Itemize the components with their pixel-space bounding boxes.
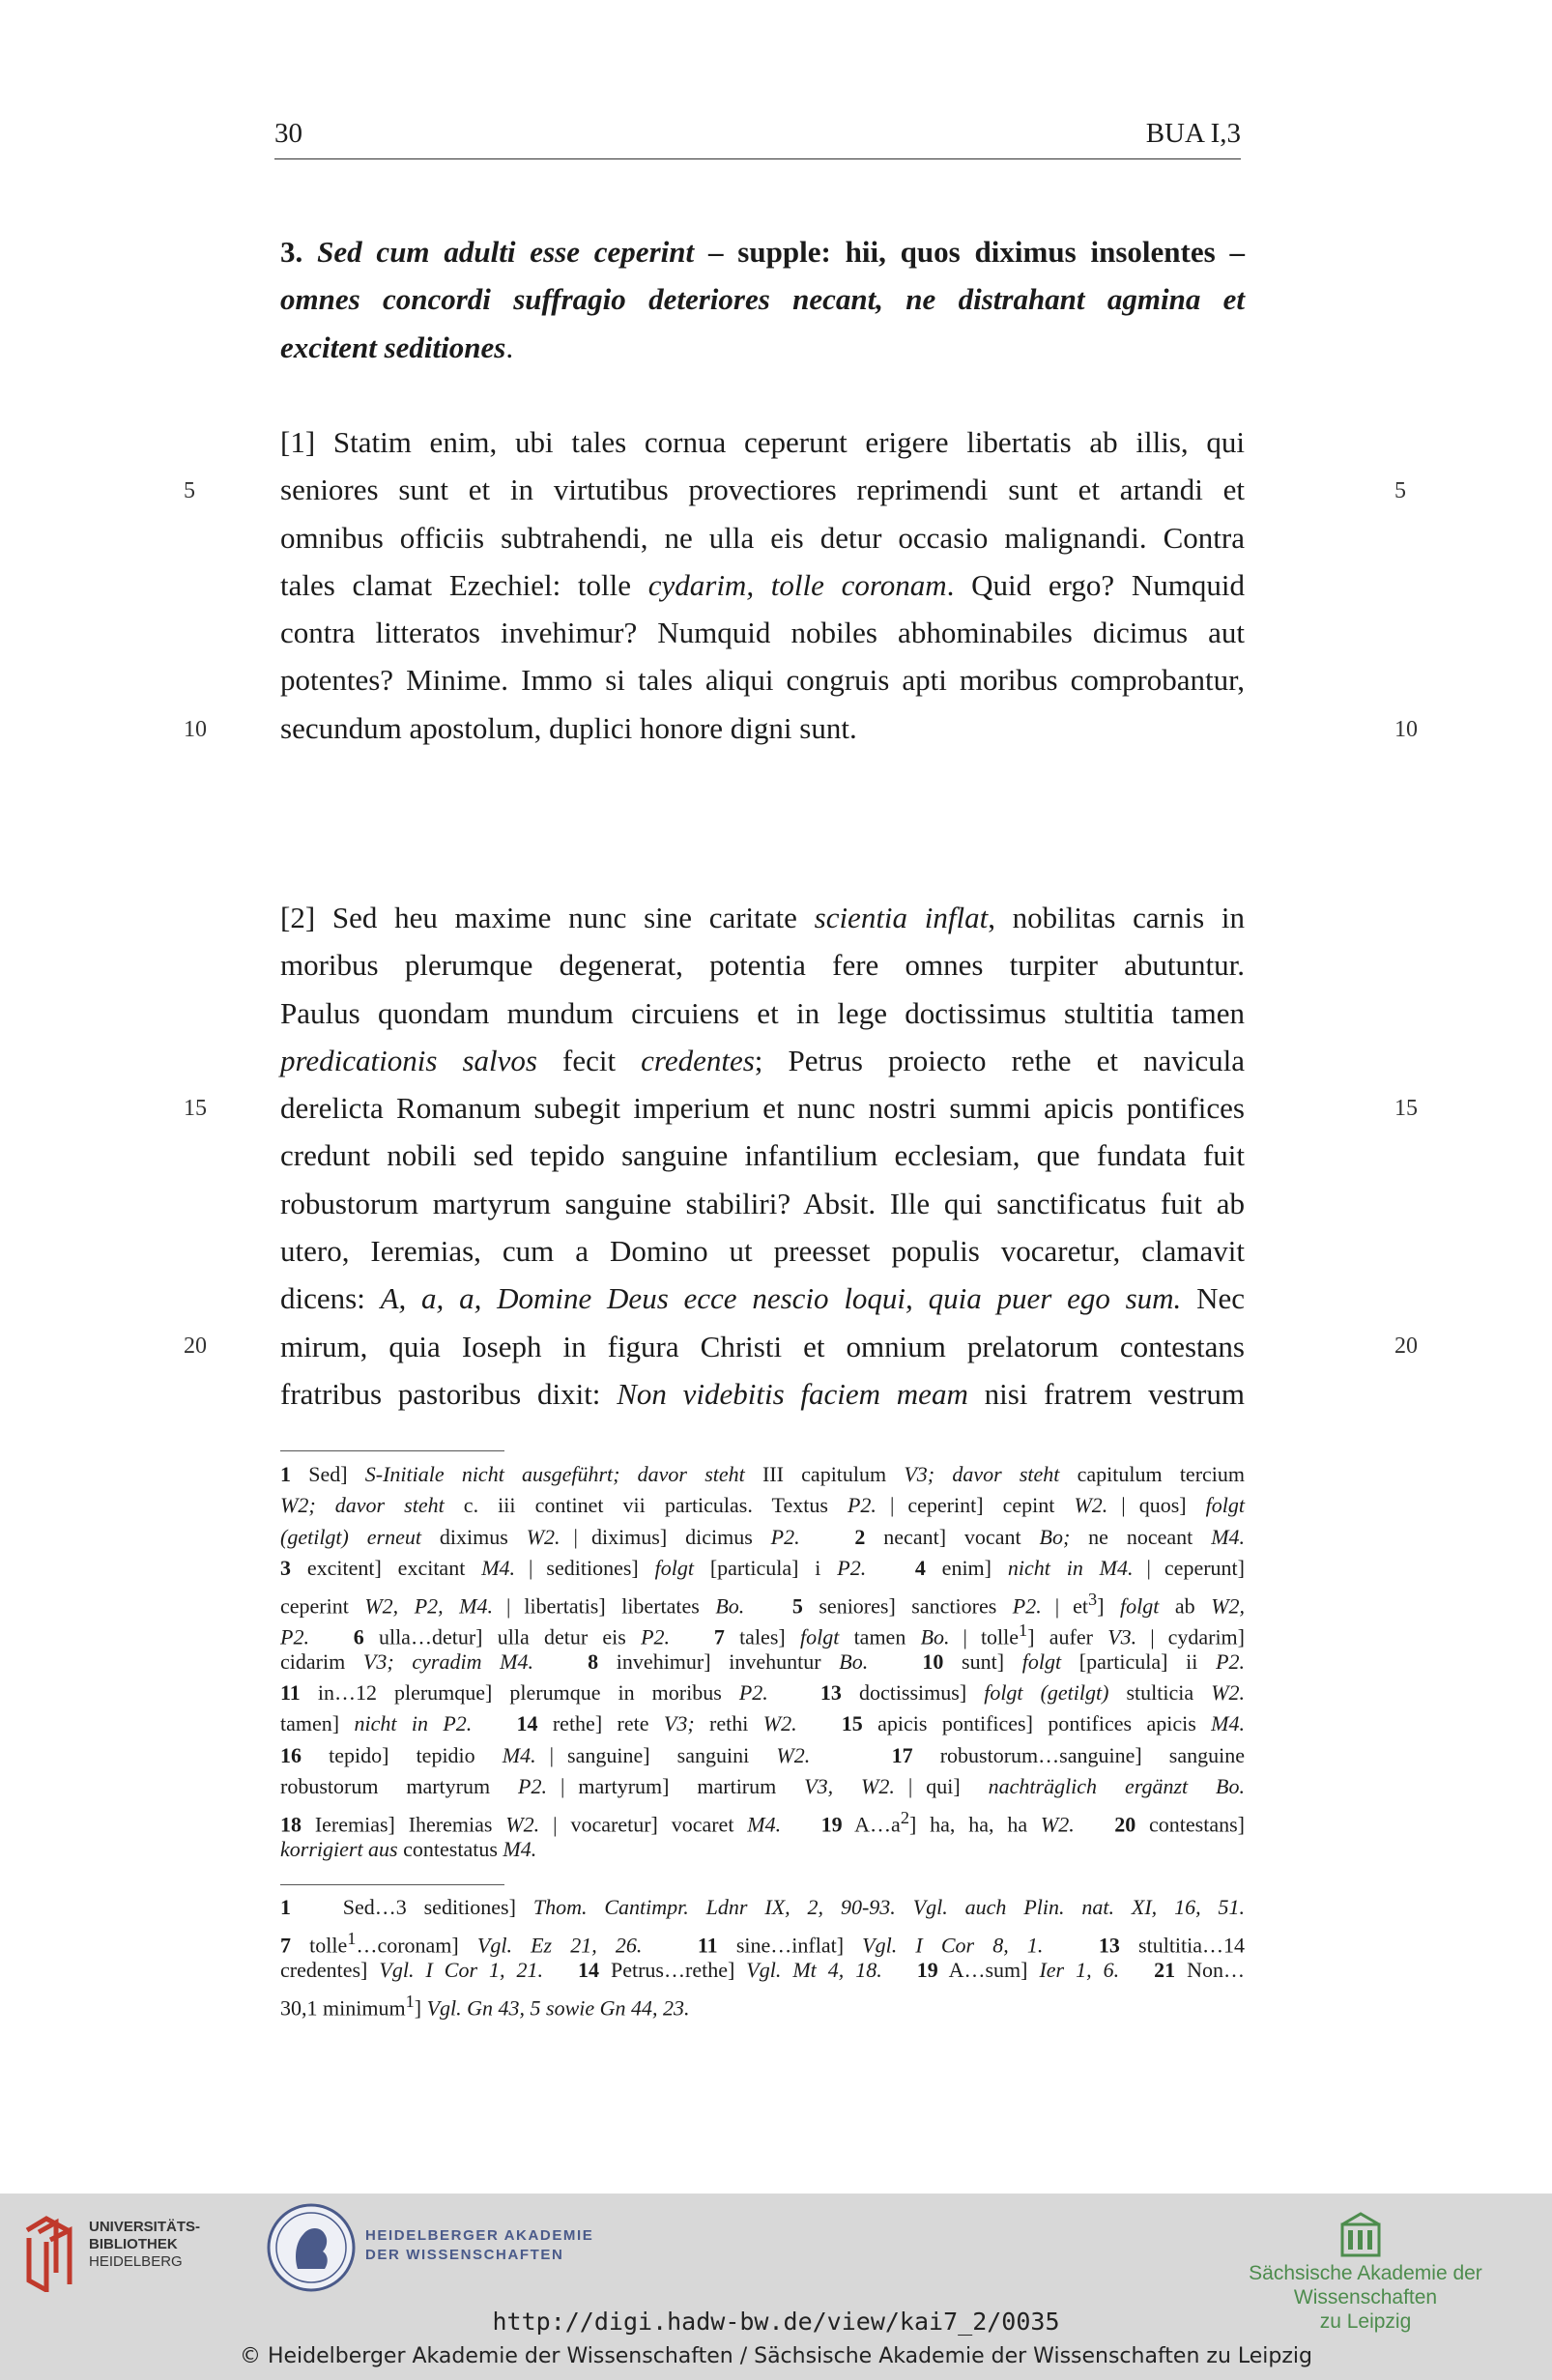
- text-run: fecit: [537, 1043, 642, 1077]
- quote-run: A, a, a, Domine Deus ecce nescio loqui, quia puer ego sum.: [380, 1281, 1182, 1316]
- apparatus-line: (getilgt) erneut diximus W2. | diximus] dicimus P2. 2 necant] vocant Bo; ne noceant M4.: [280, 1524, 1246, 1549]
- line-number-left: 10: [184, 717, 207, 742]
- quote-run: predicationis salvos: [280, 1043, 537, 1077]
- text-line: [280, 561, 1245, 609]
- text-line: Paulus quondam mundum circuiens et in lege doctissimus stultitia tamen: [280, 995, 1245, 1030]
- heading-period: .: [505, 330, 514, 364]
- text-run: nisi fratrem vestrum: [967, 1376, 1245, 1411]
- heading-lemma: excitent seditiones: [280, 330, 506, 364]
- apparatus-line: 3 excitent] excitant M4. | seditiones] folgt [particula] i P2. 4 enim] nicht in M4. | ceperunt]: [280, 1555, 1245, 1580]
- text-line: contra litteratos invehimur? Numquid nobiles abhominabiles dicimus aut: [280, 616, 1245, 650]
- text-run: . Quid ergo? Numquid: [946, 567, 1245, 602]
- apparatus-line: 7 tolle$^1$…coronam] Vgl. Ez 21, 26. 11 sine…inflat] Vgl. I Cor 8, 1. 13 stultitia…14: [280, 1929, 1246, 1958]
- text-line: robustorum martyrum sanguine stabiliri? Absit. Ille qui sanctificatus fuit ab: [280, 1186, 1245, 1220]
- text-run: Nec: [1181, 1281, 1245, 1316]
- apparatus-line: 11 in…12 plerumque] plerumque in moribus P2. 13 doctissimus] folgt (getilgt) stulticia W2.: [280, 1680, 1246, 1706]
- apparatus-line: tamen] nicht in P2. 14 rethe] rete V3; rethi W2. 15 apicis pontifices] pontifices apicis M4.: [280, 1711, 1245, 1736]
- apparatus-line: ceperint W2, P2, M4. | libertatis] libertates Bo. 5 seniores] sanctiores P2. | $et^3$] folgt ab W2,: [280, 1590, 1246, 1619]
- page-number: 30: [274, 118, 302, 149]
- text-line: [1] Statim enim, ubi tales cornua ceperunt erigere libertatis ab illis, qui: [280, 425, 1245, 459]
- heading-lemma: omnes concordi suffragio deteriores necant, ne distrahant agmina et: [280, 282, 1245, 317]
- apparatus-line: 1 Sed] S-Initiale nicht ausgeführt; davor steht III capitulum V3; davor steht capitulum tercium: [280, 1462, 1246, 1486]
- paragraph-1: [280, 418, 1245, 752]
- line-number-right: 10: [1394, 717, 1418, 742]
- saw-line: zu Leipzig: [1319, 2310, 1412, 2333]
- quote-run: credentes: [641, 1043, 755, 1077]
- running-title: BUA I,3: [1145, 118, 1241, 149]
- ub-line: UNIVERSITÄTS-: [89, 2219, 201, 2235]
- apparatus-line: 1 Sed…3 seditiones] Thom. Cantimpr. Ldnr IX, 2, 90-93. Vgl. auch Plin. nat. XI, 16, 51.: [280, 1895, 1245, 1919]
- hadw-wordmark: [365, 2226, 593, 2265]
- text-line: utero, Ieremias, cum a Domino ut preesset populis vocaretur, clamavit: [280, 1234, 1245, 1269]
- saw-leipzig-building-icon: [1338, 2211, 1383, 2257]
- text-line: [280, 894, 1245, 941]
- ub-line: HEIDELBERG: [89, 2253, 183, 2270]
- apparatus-rule: [280, 1450, 504, 1451]
- hadw-line: HEIDELBERGER AKADEMIE: [365, 2227, 594, 2244]
- text-line: moribus plerumque degenerat, potentia fere omnes turpiter abutuntur.: [280, 948, 1245, 983]
- paragraph-2: [280, 894, 1245, 1418]
- text-line: seniores sunt et in virtutibus provectiores reprimendi sunt et artandi et: [280, 473, 1245, 507]
- ub-line: BIBLIOTHEK: [89, 2236, 178, 2252]
- line-number-left: 20: [184, 1333, 207, 1359]
- apparatus-line: korrigiert aus contestatus M4.: [280, 1836, 537, 1861]
- quote-run: scientia inflat: [814, 901, 989, 934]
- critical-apparatus: [280, 1459, 1245, 1865]
- text-line: [280, 1275, 1245, 1322]
- hadw-medallion-icon: [265, 2201, 358, 2294]
- saw-line: Sächsische Akademie der Wissenschaften: [1249, 2262, 1482, 2308]
- source-apparatus: [280, 1892, 1246, 2021]
- heading-lemma: Sed cum adulti esse ceperint: [317, 235, 695, 269]
- text-line: [280, 1037, 1245, 1084]
- sources-rule: [280, 1884, 504, 1885]
- text-line: derelicta Romanum subegit imperium et nunc nostri summi apicis pontifices: [280, 1091, 1245, 1126]
- apparatus-line: 30,1 minimum$^1$] Vgl. Gn 43, 5 sowie Gn 44, 23.: [280, 1991, 690, 2021]
- line-number-left: 15: [184, 1096, 207, 1121]
- apparatus-line: cidarim V3; cyradim M4. 8 invehimur] invehuntur Bo. 10 sunt] folgt [particula] ii P2.: [280, 1649, 1246, 1674]
- line-number-right: 5: [1394, 478, 1406, 503]
- heading-text: – supple: hii, quos diximus insolentes –: [707, 235, 1246, 269]
- apparatus-line: 18 Ieremias] Iheremias W2. | vocaretur] vocaret M4. 19 $A\dots a^2$] ha, ha, ha W2. 20 contestans]: [280, 1808, 1246, 1837]
- text-run: ; Petrus proiecto rethe et navicula: [754, 1043, 1246, 1077]
- text-run: , nobilitas carnis in: [988, 901, 1246, 934]
- text-line: mirum, quia Ioseph in figura Christi et omnium prelatorum contestans: [280, 1329, 1245, 1363]
- text-line: secundum apostolum, duplici honore digni sunt.: [280, 710, 857, 745]
- line-number-left: 5: [184, 478, 195, 503]
- text-line: credunt nobili sed tepido sanguine infantilium ecclesiam, que fundata fuit: [280, 1138, 1245, 1173]
- digitization-footer: [0, 2194, 1552, 2380]
- text-run: [2] Sed heu maxime nunc sine caritate: [280, 901, 815, 934]
- line-number-right: 20: [1394, 1333, 1418, 1359]
- apparatus-line: robustorum martyrum P2. | martyrum] martirum V3, W2. | qui] nachträglich ergänzt Bo.: [280, 1773, 1245, 1798]
- hadw-line: DER WISSENSCHAFTEN: [365, 2247, 564, 2263]
- copyright-notice: © Heidelberger Akademie der Wissenschaften / Sächsische Akademie der Wissenschaften zu Leipzig: [239, 2344, 1312, 2368]
- text-run: fratribus pastoribus dixit:: [280, 1376, 618, 1411]
- text-line: omnibus officiis subtrahendi, ne ulla eis detur occasio malignandi. Contra: [280, 520, 1245, 555]
- text-run: dicens:: [280, 1281, 381, 1316]
- ub-heidelberg-logo-icon: [17, 2213, 77, 2292]
- header-rule: [274, 158, 1241, 159]
- text-run: tales clamat Ezechiel: tolle: [280, 567, 648, 602]
- ub-heidelberg-wordmark: [89, 2219, 200, 2271]
- apparatus-line: 16 tepido] tepidio M4. | sanguine] sanguini W2. 17 robustorum…sanguine] sanguine: [280, 1742, 1245, 1767]
- quote-run: Non videbitis faciem meam: [617, 1376, 968, 1411]
- section-heading: [280, 228, 1245, 371]
- apparatus-line: W2; davor steht c. iii continet vii particulas. Textus P2. | ceperint] cepint W2. | quos] folgt: [280, 1493, 1246, 1518]
- apparatus-line: P2. 6 ulla…detur] ulla detur eis P2. 7 tales] folgt tamen Bo. | tolle$^1$] aufer V3. | cydarim]: [280, 1620, 1245, 1649]
- section-number: 3.: [280, 235, 303, 269]
- line-number-right: 15: [1394, 1096, 1418, 1121]
- apparatus-line: credentes] Vgl. I Cor 1, 21. 14 Petrus…rethe] Vgl. Mt 4, 18. 19 A…sum] Ier 1, 6. 21 Non…: [280, 1957, 1245, 1982]
- permalink-url[interactable]: http://digi.hadw-bw.de/view/kai7_2/0035: [492, 2308, 1060, 2336]
- quote-run: cydarim, tolle coronam: [647, 567, 947, 602]
- text-line: potentes? Minime. Immo si tales aliqui congruis apti moribus comprobantur,: [280, 663, 1245, 698]
- text-line: [280, 1370, 1245, 1418]
